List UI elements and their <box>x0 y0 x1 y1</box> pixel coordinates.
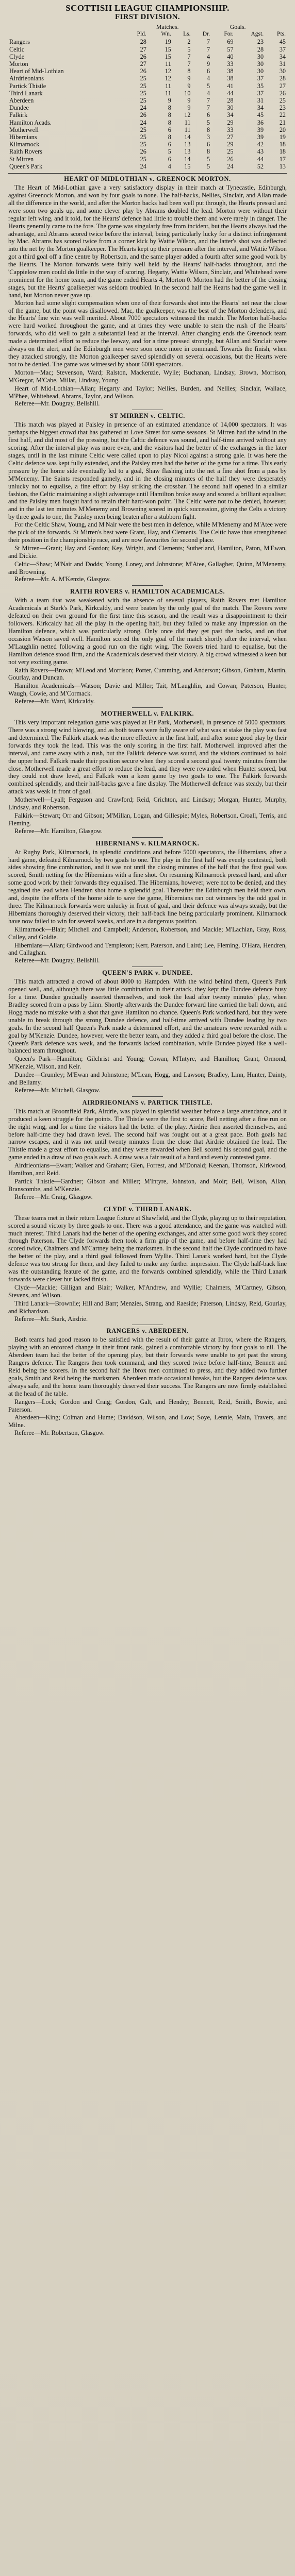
table-row <box>8 60 287 67</box>
report-paragraph: These teams met in their return League fixture at Shawfield, and the Clyde, playing up to their reputation, scored a sound victory by three goals to one. There was a good attendance, and the game was watched with much interest. Third Lanark had the better of the opening exchanges, and after some good work they scored through Paterson. The Clyde forwards then took a firm grip of the game, and before half-time they had scored twice, Chalmers and M'Cartney being the marksmen. In the second half the Clyde continued to have the better of the play, and a third goal followed from Wyllie. Third Lanark worked hard, but the Clyde defence was too strong for them, and they failed to make any further impression. The Clyde half-back line was the outstanding feature of the game, and the forwards combined splendidly, while the Third Lanark forwards were clever but lacked finish. <box>8 1214 287 1283</box>
table-row <box>8 97 287 104</box>
won-cell: 5 <box>168 148 171 156</box>
match-report-heading: ST MIRREN v. CELTIC. <box>110 412 185 420</box>
goals-against-cell: 39 <box>257 133 264 141</box>
played-cell: 25 <box>140 141 146 148</box>
table-row <box>8 148 287 155</box>
goals-against-cell: 43 <box>257 148 264 156</box>
table-row <box>8 119 287 126</box>
won-cell: 15 <box>165 45 171 53</box>
played-cell: 25 <box>140 97 146 105</box>
team-lineup: Dundee—Crumley; M'Ewan and Johnstone; M'Lean, Hogg, and Lawson; Bradley, Linn, Hunter, Dainty, and Bellamy. <box>8 1071 287 1087</box>
drawn-column-header: Dr. <box>202 31 210 38</box>
table-row <box>8 75 287 82</box>
team-lineup: Queen's Park—Hamilton; Gilchrist and Young; Cowan, M'Intyre, and Hamilton; Grant, Ormond, M'Kenzie, Wilson, and Keir. <box>8 1055 287 1071</box>
drawn-cell: 7 <box>206 104 210 112</box>
goals-against-cell: 31 <box>257 97 264 105</box>
match-report-heading: RAITH ROVERS v. HAMILTON ACADEMICALS. <box>70 588 225 596</box>
team-column-spacer <box>8 23 124 30</box>
table-row <box>8 111 287 118</box>
played-cell: 26 <box>140 148 146 156</box>
goals-for-cell: 38 <box>227 67 234 75</box>
points-cell: 18 <box>279 141 286 148</box>
match-report-heading: HIBERNIANS v. KILMARNOCK. <box>95 839 200 847</box>
table-row <box>8 156 287 163</box>
match-report <box>8 175 287 408</box>
lost-cell: 9 <box>187 104 191 112</box>
goals-against-cell: 28 <box>257 45 264 53</box>
section-divider <box>8 173 287 174</box>
referee-line: Referee—Mr. A. M'Kenzie, Glasgow. <box>14 575 111 583</box>
table-row <box>8 53 287 60</box>
drawn-cell: 8 <box>206 148 210 156</box>
lost-cell: 13 <box>184 148 191 156</box>
points-column-header: Pts. <box>277 31 286 38</box>
lost-cell: 11 <box>184 126 191 133</box>
played-cell: 25 <box>140 155 146 163</box>
team-lineup: Airdrieonians—Ewart; Walker and Graham; Glen, Forrest, and M'Donald; Keenan, Thomson, Kirkwood, Hamilton, and Reid. <box>8 1162 287 1177</box>
referee-line: Referee—Mr. Mitchell, Glasgow. <box>14 1086 101 1094</box>
goals-for-cell: 29 <box>227 118 234 126</box>
points-cell: 27 <box>279 82 286 90</box>
matches-group-header: Matches. <box>156 23 179 30</box>
goals-for-cell: 26 <box>227 155 234 163</box>
team-column-header <box>8 30 124 38</box>
team-lineup: Heart of Mid-Lothian—Allan; Hegarty and Taylor; Nellies, Burden, and Nellies; Sinclair, Wallace, M'Phee, Whitehead, Abrams, Taylor, and Wilson. <box>8 384 287 400</box>
points-cell: 20 <box>279 126 286 133</box>
won-cell: 19 <box>165 38 171 46</box>
drawn-cell: 8 <box>206 126 210 133</box>
goals-against-cell: 37 <box>257 75 264 82</box>
won-cell: 11 <box>165 60 171 68</box>
team-lineup: Motherwell—Lyall; Ferguson and Crawford; Reid, Crichton, and Lindsay; Morgan, Hunter, Murphy, Lindsay, and Robertson. <box>8 796 287 811</box>
match-report <box>8 1099 287 1201</box>
report-paragraph: The Heart of Mid-Lothian gave a very satisfactory display in their match at Tynecastle, Edinburgh, against Greenock Morton, and won by four goals to none. The half-backs, Nellies, Sinclair, and Allan made all the difference in the world, and after the Morton backs had been well put through, the Hearts pressed and were soon two goals up, and some clever play by Abrams doubled the lead. Morton were without their regular left wing, and it told, for the Hearts' defence had little to trouble them and were rarely in danger. The Hearts generally came to the fore. The game was singularly free from incident, but the Hearts always had the advantage, and Abrams scored twice before the interval, being particularly lucky for a distinct infringement by Mac. Abrams has scored twice from a corner kick by Wattie Wilson, and the latter's shot was deflected into the net by the Morton goalkeeper. The Hearts kept up their pressure after the interval, and Wattie Wilson got a third goal off a fine centre by Robertson, and the same player added a fourth after some good work by the Hearts. The Morton forwards were fairly well held by the Hearts' half-backs throughout, and the 'Cappielow men could do little in the way of scoring. Hegarty, Wattie Wilson, Sinclair, and Whitehead were prominent for the home team, and the game ended Hearts 4, Morton 0. Morton had the better of the closing stages, but the Hearts' goalkeeper was seldom troubled. In the second half the Hearts had the game well in hand, but Morton never gave up. <box>8 184 287 299</box>
team-name: Clyde <box>9 53 25 60</box>
league-table-group-header <box>8 23 287 30</box>
lost-cell: 9 <box>187 82 191 90</box>
team-name: Third Lanark <box>9 89 43 97</box>
played-cell: 24 <box>140 104 146 112</box>
match-report-heading: HEART OF MIDLOTHIAN v. GREENOCK MORTON. <box>64 175 231 183</box>
won-cell: 8 <box>168 104 171 112</box>
lost-cell: 14 <box>184 155 191 163</box>
goals-against-cell: 30 <box>257 60 264 68</box>
report-paragraph: This very important relegation game was played at Fir Park, Motherwell, in presence of 5000 spectators. There was a strong wind blowing, and as both teams were fully aware of what was at stake the play was fast and determined. The Falkirk attack was the more effective in the first half, and after some good play by their forwards they took the lead. This was the only scoring in the first half. Motherwell improved after the interval, and came away with a rush, but the Falkirk defence was sound, and the visitors continued to hold the upper hand. Falkirk made their position secure when they scored a second goal twenty minutes from the close. Motherwell made a great effort to reduce the lead, and they were rewarded when Hunter scored, but they could not draw level, and Falkirk won a keen game by two goals to one. The Falkirk forwards combined splendidly, and their half-backs gave a fine display. The Motherwell defence was steady, but their attack was weak in front of goal. <box>8 719 287 795</box>
drawn-cell: 4 <box>206 89 210 97</box>
referee-line: Referee—Mr. Hamilton, Glasgow. <box>14 827 103 835</box>
lost-column-header: Ls. <box>183 31 191 38</box>
team-name: Partick Thistle <box>9 82 46 90</box>
team-name: Hibernians <box>9 133 37 141</box>
lost-cell: 9 <box>187 75 191 82</box>
goals-for-cell: 40 <box>227 53 234 60</box>
table-row <box>8 46 287 53</box>
team-name: Queen's Park <box>9 162 43 170</box>
goals-for-cell: 28 <box>227 97 234 105</box>
goals-for-cell: 33 <box>227 126 234 133</box>
match-report-heading: CLYDE v. THIRD LANARK. <box>103 1205 192 1213</box>
goals-against-cell: 30 <box>257 67 264 75</box>
goals-against-column-header: Agst. <box>251 31 264 38</box>
lost-cell: 7 <box>187 53 191 60</box>
goals-against-cell: 42 <box>257 141 264 148</box>
lost-cell: 12 <box>184 111 191 119</box>
goals-against-cell: 23 <box>257 38 264 46</box>
points-cell: 18 <box>279 148 286 156</box>
team-name: St Mirren <box>9 155 34 163</box>
team-lineup: Hamilton Academicals—Watson; Davie and Miller; Tait, M'Laughlin, and Cowan; Paterson, Hunter, Waugh, Cowie, and M'Cormack. <box>8 682 287 698</box>
team-name: Kilmarnock <box>9 141 40 148</box>
won-cell: 6 <box>168 126 171 133</box>
team-name: Morton <box>9 60 28 68</box>
drawn-cell: 5 <box>206 118 210 126</box>
team-name: Falkirk <box>9 111 28 119</box>
lost-cell: 11 <box>184 118 191 126</box>
referee-line: Referee—Mr. Ward, Kirkcaldy. <box>14 698 95 705</box>
drawn-cell: 4 <box>206 53 210 60</box>
goals-against-cell: 44 <box>257 155 264 163</box>
goals-for-cell: 25 <box>227 148 234 156</box>
drawn-cell: 5 <box>206 82 210 90</box>
lost-cell: 15 <box>184 162 191 170</box>
goals-against-cell: 36 <box>257 118 264 126</box>
drawn-cell: 3 <box>206 133 210 141</box>
goals-for-cell: 44 <box>227 89 234 97</box>
points-cell: 34 <box>279 53 286 60</box>
team-lineup: Aberdeen—King; Colman and Hume; Davidson, Wilson, and Low; Soye, Lennie, Main, Travers, and Milne. <box>8 1414 287 1429</box>
goals-for-cell: 41 <box>227 82 234 90</box>
team-lineup: Celtic—Shaw; M'Nair and Dodds; Young, Loney, and Johnstone; M'Atee, Gallagher, Quinn, M'Menemy, and Browning. <box>8 560 287 575</box>
report-divider <box>132 585 163 586</box>
team-name: Motherwell <box>9 126 39 133</box>
won-cell: 12 <box>165 67 171 75</box>
referee-line: Referee—Mr. Stark, Airdrie. <box>14 1315 88 1323</box>
report-divider <box>132 1096 163 1097</box>
won-cell: 4 <box>168 162 171 170</box>
team-name: Hamilton Acads. <box>9 118 52 126</box>
goals-for-cell: 34 <box>227 111 234 119</box>
won-cell: 11 <box>165 89 171 97</box>
played-column-header: Pld. <box>137 31 146 38</box>
referee-line: Referee—Mr. Dougray, Bellshill. <box>14 957 100 964</box>
points-cell: 26 <box>279 89 286 97</box>
points-cell: 23 <box>279 104 286 112</box>
points-cell: 13 <box>279 162 286 170</box>
team-name: Dundee <box>9 104 29 112</box>
match-report <box>8 969 287 1094</box>
played-cell: 25 <box>140 126 146 133</box>
played-cell: 24 <box>140 118 146 126</box>
table-row <box>8 163 287 170</box>
played-cell: 25 <box>140 133 146 141</box>
team-name: Airdrieonians <box>9 75 44 82</box>
team-name: Rangers <box>9 38 30 46</box>
team-lineup: Rangers—Lock; Gordon and Craig; Gordon, Galt, and Hendry; Bennett, Reid, Smith, Bowie, and Paterson. <box>8 1398 287 1413</box>
report-paragraph: This match was played at Paisley in presence of an estimated attendance of 14,000 spectators. It was perhaps the biggest crowd that has gathered at Love Street for some seasons. St Mirren had the wind in the first half, and did most of the pressing, but the Celtic defence was sound, and half-time arrived without any scoring. After the interval play was more even, and the visitors had the better of the exchanges in the later stages, until in the last minute Celtic were called upon to play Nicol against a strong gale. It was here the Celtic defence was kept fully extended, and the Paisley men had the better of the game for a time. This early pressure by the home side eventually led to a goal, Shaw flashing into the net a fine shot from a pass by M'Menemy. The Saints responded gamely, and in the closing minutes of the half they were desperately unlucky not to equalise, a fine effort by Hay striking the crossbar. The second half opened in a similar fashion, the Celtic maintaining a slight advantage until Hamilton broke away and scored a brilliant equaliser, and the Paisley men fought hard to retain their hard-won point. The Celtic were not to be denied, however, and in the last ten minutes M'Menemy and Browning scored in quick succession, giving the Celts a victory by three goals to one, the Paisley men being beaten after a stubborn fight. <box>8 421 287 521</box>
match-report-heading: MOTHERWELL v. FALKIRK. <box>101 710 194 718</box>
team-lineup: Raith Rovers—Brown; M'Leod and Morrison; Porter, Cumming, and Anderson; Gibson, Graham, Martin, Gourlay, and Duncan. <box>8 666 287 682</box>
won-cell: 8 <box>168 133 171 141</box>
table-row <box>8 82 287 90</box>
report-divider <box>132 837 163 838</box>
match-report <box>8 840 287 965</box>
won-cell: 6 <box>168 141 171 148</box>
goals-against-cell: 39 <box>257 126 264 133</box>
match-report <box>8 1206 287 1323</box>
points-cell: 21 <box>279 118 286 126</box>
points-cell: 28 <box>279 75 286 82</box>
drawn-cell: 9 <box>206 60 210 68</box>
goals-against-cell: 34 <box>257 104 264 112</box>
points-cell: 37 <box>279 45 286 53</box>
played-cell: 25 <box>140 82 146 90</box>
report-paragraph: This match attracted a crowd of about 8000 to Hampden. With the wind behind them, Queen's Park opened well, and, although there was little combination in their attack, they kept the Dundee defence busy for a time. Dundee gradually asserted themselves, and took the lead after twenty minutes' play, when Bradley scored from a pass by Linn. Shortly afterwards the Dundee forward line carried the ball down, and Hogg made no mistake with a shot that gave Hamilton no chance. Queen's Park worked hard, but they were unable to break through the strong Dundee defence, and half-time arrived with Dundee leading by two goals. In the second half Queen's Park made a determined effort, and the amateurs were rewarded with a goal by M'Kenzie. Dundee, however, were the better team, and they added a third goal before the close. The Queen's Park defence was weak, and the forwards lacked combination, while Dundee played like a well-balanced team throughout. <box>8 978 287 1055</box>
played-cell: 26 <box>140 67 146 75</box>
won-cell: 6 <box>168 155 171 163</box>
goals-against-cell: 35 <box>257 82 264 90</box>
played-cell: 28 <box>140 38 146 46</box>
table-row <box>8 133 287 141</box>
drawn-cell: 6 <box>206 111 210 119</box>
goals-for-cell: 29 <box>227 141 234 148</box>
won-cell: 9 <box>168 97 171 105</box>
team-lineup: Hibernians—Allan; Girdwood and Templeton; Kerr, Paterson, and Laird; Lee, Fleming, O'Hara, Hendren, and Callaghan. <box>8 941 287 957</box>
team-name: Aberdeen <box>9 97 34 105</box>
goals-for-cell: 33 <box>227 60 234 68</box>
won-cell: 11 <box>165 82 171 90</box>
points-cell: 25 <box>279 97 286 105</box>
played-cell: 26 <box>140 53 146 60</box>
report-paragraph: For the Celtic Shaw, Young, and M'Nair were the best men in defence, while M'Menemy and M'Atee were the pick of the forwards. St Mirren's best were Grant, Hay, and Clements. The Celtic have thus strengthened their position in the championship race, and are now favourites for second place. <box>8 521 287 544</box>
report-paragraph: With a team that was weakened with the absence of several players, Raith Rovers met Hamilton Academicals at Stark's Park, Kirkcaldy, and were beaten by the only goal of the match. The Rovers were defeated on their own ground for the first time this season, and the result was a disappointment to their followers. Kirkcaldy had all the play in the opening half, but they failed to make any impression on the Hamilton defence, which was particularly strong. Only once did they get past the backs, and on that occasion Watson saved well. Hamilton scored the only goal of the match shortly after the interval, when M'Laughlin netted following a good run on the right wing. The Rovers tried hard to equalise, but the Hamilton defence stood firm, and the Academicals deserved their victory. A big crowd witnessed a keen but not very exciting game. <box>8 597 287 666</box>
table-row <box>8 90 287 97</box>
drawn-cell: 4 <box>206 75 210 82</box>
goals-against-cell: 52 <box>257 162 264 170</box>
team-lineup: Third Lanark—Brownlie; Hill and Barr; Menzies, Strang, and Raeside; Paterson, Lindsay, Reid, Gourlay, and Richardson. <box>8 1299 287 1315</box>
table-row <box>8 67 287 75</box>
team-lineup: St Mirren—Grant; Hay and Gordon; Key, Wright, and Clements; Sutherland, Hamilton, Paton, M'Ewan, and Dickie. <box>8 544 287 560</box>
drawn-cell: 5 <box>206 162 210 170</box>
report-divider <box>132 1203 163 1204</box>
referee-line: Referee—Mr. Robertson, Glasgow. <box>14 1429 105 1437</box>
lost-cell: 14 <box>184 133 191 141</box>
table-row <box>8 104 287 111</box>
report-paragraph: Both teams had good reason to be satisfied with the result of their game at Ibrox, where the Rangers, playing with an enforced change in their front rank, gained a comfortable victory by four goals to nil. The Aberdeen team had the better of the opening play, but their forwards were unable to get past the strong Rangers defence. The Rangers then took command, and they scored twice before half-time, Bennett and Reid being the scorers. In the second half the Ibrox men continued to press, and they added two further goals, Smith and Reid being the marksmen. Aberdeen made occasional breaks, but the Rangers defence was always safe, and the home team thoroughly deserved their success. The Rangers are now firmly established at the head of the table. <box>8 1336 287 1397</box>
goals-for-cell: 38 <box>227 75 234 82</box>
match-reports <box>8 175 287 1437</box>
lost-cell: 8 <box>187 67 191 75</box>
points-cell: 31 <box>279 60 286 68</box>
goals-against-cell: 30 <box>257 53 264 60</box>
points-cell: 19 <box>279 133 286 141</box>
league-table-column-header <box>8 30 287 38</box>
page-title: SCOTTISH LEAGUE CHAMPIONSHIP. <box>65 3 230 13</box>
goals-for-cell: 69 <box>227 38 234 46</box>
played-cell: 24 <box>140 162 146 170</box>
team-lineup: Partick Thistle—Gardner; Gibson and Miller; M'Intyre, Johnston, and Moir; Bell, Wilson, Allan, Branscombe, and M'Kenzie. <box>8 1178 287 1193</box>
drawn-cell: 7 <box>206 38 210 46</box>
lost-cell: 7 <box>187 60 191 68</box>
team-name: Heart of Mid-Lothian <box>9 67 64 75</box>
team-name: Celtic <box>9 45 25 53</box>
played-cell: 25 <box>140 75 146 82</box>
table-row <box>8 126 287 133</box>
match-report-heading: RANGERS v. ABERDEEN. <box>106 1327 189 1335</box>
referee-line: Referee—Mr. Dougray, Bellshill. <box>14 400 100 408</box>
report-paragraph: This match at Broomfield Park, Airdrie, was played in splendid weather before a large attendance, and it produced a keen struggle for the points. The Thistle were the first to score, Bell netting after a fine run on the right wing, and for a time the visitors had the better of the play. Airdrie then asserted themselves, and before half-time they had drawn level. The second half was fought out at a great pace. Both goals had narrow escapes, and it was not until twenty minutes from the close that Airdrie obtained the lead. The Thistle made a great effort to equalise, and they were rewarded when Bell scored his second goal, and the game ended in a draw of two goals each. A draw was a fair result of a hard and evenly contested game. <box>8 1107 287 1161</box>
drawn-cell: 7 <box>206 97 210 105</box>
team-lineup: Kilmarnock—Blair; Mitchell and Campbell; Anderson, Robertson, and Mackie; M'Lachlan, Gray, Ross, Culley, and Goldie. <box>8 925 287 941</box>
goals-for-cell: 24 <box>227 162 234 170</box>
team-lineup: Falkirk—Stewart; Orr and Gibson; M'Millan, Logan, and Gillespie; Myles, Robertson, Croall, Terris, and Fleming. <box>8 811 287 827</box>
masthead <box>8 3 287 22</box>
drawn-cell: 5 <box>206 155 210 163</box>
lost-cell: 5 <box>187 45 191 53</box>
points-cell: 30 <box>279 67 286 75</box>
drawn-cell: 7 <box>206 45 210 53</box>
league-table-body <box>8 38 287 170</box>
match-report <box>8 412 287 583</box>
lost-cell: 10 <box>184 89 191 97</box>
goals-for-cell: 30 <box>227 104 234 112</box>
report-paragraph: At Rugby Park, Kilmarnock, in splendid conditions and before 5000 spectators, the Hibernians, after a hard game, defeated Kilmarnock by two goals to one. The play in the first half was evenly contested, both sides showing fine combination, and it was not until the closing minutes of the half that the first goal was scored, Smith netting for the Hibernians with a fine shot. On resuming Kilmarnock pressed hard, and after some good work by their forwards they equalised. The Hibernians, however, were not to be denied, and they regained the lead when Hendren shot home a splendid goal. Thereafter the Edinburgh men held their own, and, despite the efforts of the home side to save the game, Hibernians ran out winners by the odd goal in three. The Kilmarnock forwards were unlucky in front of goal, and their defence was always steady, but the Hibernians thoroughly deserved their victory, their half-back line being particularly prominent. Kilmarnock have now failed to win for several weeks, and are in a dangerous position. <box>8 848 287 925</box>
referee-line: Referee—Mr. Craig, Glasgow. <box>14 1193 93 1200</box>
lost-cell: 9 <box>187 97 191 105</box>
points-cell: 17 <box>279 155 286 163</box>
report-paragraph: Morton had some slight compensation when one of their forwards shot into the Hearts' net near the close of the game, but the point was disallowed. Mac, the goalkeeper, was the best of the Morton defenders, and the Hearts' fine win was well merited. About 7000 spectators witnessed the match. The Morton half-backs were hard worked throughout the game, and at times they were unable to stem the rush of the Hearts' forwards, who did well to gain a substantial lead at the interval. After changing ends the Greenock team made a determined effort to reduce the leeway, and for a time pressed strongly, but Allan and Sinclair were always on the alert, and the Edinburgh men were soon once more in command. Towards the finish, when they attacked strongly, the Morton goalkeeper saved splendidly on several occasions, but the Hearts were not to be denied. The game was witnessed by about 6000 spectators. <box>8 299 287 368</box>
won-cell: 12 <box>165 75 171 82</box>
table-row <box>8 38 287 45</box>
match-report-heading: QUEEN'S PARK v. DUNDEE. <box>102 969 193 977</box>
drawn-cell: 6 <box>206 141 210 148</box>
report-divider <box>132 707 163 708</box>
won-cell: 8 <box>168 118 171 126</box>
goals-against-cell: 45 <box>257 111 264 119</box>
page-subtitle: FIRST DIVISION. <box>115 13 180 21</box>
won-cell: 15 <box>165 53 171 60</box>
lost-cell: 2 <box>187 38 191 46</box>
played-cell: 27 <box>140 45 146 53</box>
played-cell: 25 <box>140 89 146 97</box>
table-row <box>8 141 287 148</box>
goals-for-cell: 27 <box>227 133 234 141</box>
won-cell: 8 <box>168 111 171 119</box>
drawn-cell: 6 <box>206 67 210 75</box>
points-cell: 22 <box>279 111 286 119</box>
points-column-spacer <box>265 23 287 30</box>
won-column-header: Wn. <box>161 31 171 38</box>
played-cell: 26 <box>140 111 146 119</box>
goals-for-cell: 57 <box>227 45 234 53</box>
points-cell: 45 <box>279 38 286 46</box>
match-report-heading: AIRDRIEONIANS v. PARTICK THISTLE. <box>82 1098 213 1106</box>
league-table <box>8 23 287 170</box>
goals-group-header: Goals. <box>230 23 246 30</box>
team-name: Raith Rovers <box>9 148 42 156</box>
match-report <box>8 588 287 705</box>
goals-against-cell: 37 <box>257 89 264 97</box>
played-cell: 27 <box>140 60 146 68</box>
team-lineup: Clyde—Mackie; Gilligan and Blair; Walker, M'Andrew, and Wyllie; Chalmers, M'Cartney, Gibson, Stevens, and Wilson. <box>8 1283 287 1299</box>
match-report <box>8 1327 287 1437</box>
team-lineup: Morton—Mac; Stevenson, Ward; Ralston, Mackenzie, Wylie; Buchanan, Lindsay, Brown, Morrison, M'Gregor, M'Cabe, Millar, Lindsay, Young. <box>8 368 287 384</box>
lost-cell: 13 <box>184 141 191 148</box>
goals-for-column-header: For. <box>224 31 234 38</box>
match-report <box>8 710 287 835</box>
